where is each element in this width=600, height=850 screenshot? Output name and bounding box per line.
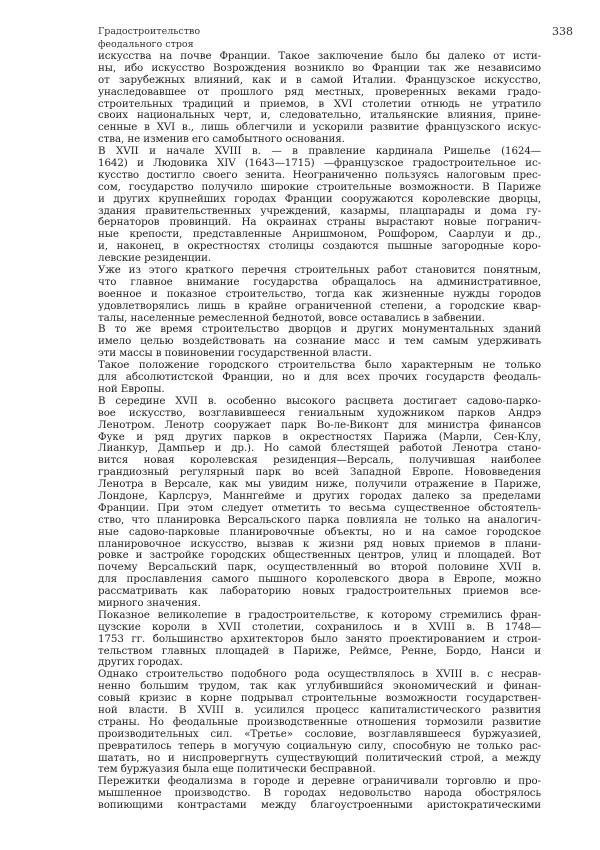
text-line: сом, государство получило широкие строительные возможности. В Париже bbox=[98, 180, 541, 193]
running-title-line: феодального строя bbox=[98, 39, 194, 50]
text-line: что главное внимание государства обращалось на административное, bbox=[98, 275, 541, 288]
text-line: бернаторов провинций. На окраинах страны вырастают новые погранич- bbox=[98, 216, 541, 229]
text-line: рассматривать как лабораторию новых градостроительных приемов все- bbox=[98, 585, 541, 598]
text-line: других городах. bbox=[98, 656, 183, 669]
text-line: 1753 гг. большинство архитекторов было занято проектированием и строи- bbox=[98, 632, 541, 645]
text-line: совый кризис в корне подрывал строительные возможности государствен- bbox=[98, 692, 541, 705]
paragraph bbox=[98, 265, 541, 324]
text-line: Фуке и ряд других парков в окрестностях Парижа (Марли, Сен-Клу, bbox=[98, 430, 541, 443]
text-line: Уже из этого краткого перечня строительных работ становится понятным, bbox=[98, 264, 541, 277]
text-line: грандиозный регулярный парк во всей Западной Европе. Нововведения bbox=[98, 466, 541, 479]
text-line: производительных сил. «Третье» сословие, возглавлявшееся буржуазией, bbox=[98, 727, 541, 740]
text-line: имело целью воздействовать на сознание масс и тем самым удерживать bbox=[98, 335, 541, 348]
text-line: ство, что планировка Версальского парка повлияла не только на аналогич- bbox=[98, 513, 541, 526]
text-line: и других крупнейших городах Франции сооружаются королевские дворцы, bbox=[98, 192, 541, 205]
text-line: шатать, но и ниспровергнуть существующий политический строй, а между bbox=[98, 751, 541, 764]
text-line: левские резиденции. bbox=[98, 252, 212, 265]
text-line: вое искусство, возглавившееся гениальным художником парков Андрэ bbox=[98, 406, 541, 419]
text-line: от зарубежных влияний, как и в самой Италии. Французское искусство, bbox=[98, 73, 541, 86]
text-line: страны. Но феодальные производственные отношения тормозили развитие bbox=[98, 715, 541, 728]
paragraph bbox=[98, 51, 541, 146]
text-line: Франции. При этом следует отметить то весьма существенное обстоятель- bbox=[98, 501, 541, 514]
running-title-line: Градостроительство bbox=[98, 26, 201, 37]
text-line: тем буржуазия была еще политически бесправной. bbox=[98, 763, 376, 776]
text-line: цузские короли в XVII столетии, сохранилось и в XVIII в. В 1748— bbox=[98, 620, 541, 633]
running-title bbox=[98, 25, 200, 51]
text-line: сенные в XVI в., лишь облегчили и ускорили развитие французского искус- bbox=[98, 121, 541, 134]
text-line: мышленное производство. В городах недовольство народа обострялось bbox=[98, 787, 541, 800]
text-line: удовлетворялись лишь в крайне ограниченной степени, а городские квар- bbox=[98, 299, 541, 312]
text-line: ные садово-парковые планировочные объекты, но и на самое городское bbox=[98, 525, 541, 538]
text-line: для абсолютистской Франции, но и для всех прочих государств феодаль- bbox=[98, 371, 541, 384]
text-line: мирного значения. bbox=[98, 596, 201, 609]
text-line: превратилось теперь в могучую социальную силу, способную не только рас- bbox=[98, 739, 541, 752]
text-line: Лондоне, Карлсруэ, Маннгейме и других городах далеко за пределами bbox=[98, 489, 541, 502]
paragraph bbox=[98, 669, 541, 776]
text-line: ства, не изменив его самобытного основания. bbox=[98, 133, 345, 146]
text-line: талы, населенные ремесленной беднотой, вовсе оставались в забвении. bbox=[98, 311, 485, 324]
text-line: кусство достигло своего зенита. Неограниченно пользуясь налоговым прес- bbox=[98, 168, 541, 181]
text-line: планировочное искусство, вызвав к жизни ряд новых приемов в плани- bbox=[98, 537, 541, 550]
text-line: ной власти. В XVIII в. усилился процесс капиталистического развития bbox=[98, 703, 541, 716]
paragraph bbox=[98, 324, 541, 360]
paragraph bbox=[98, 396, 541, 610]
text-line: Ленотра в Версале, как мы увидим ниже, получили отражение в Париже, bbox=[98, 478, 541, 491]
paragraph bbox=[98, 610, 541, 669]
paragraph bbox=[98, 146, 541, 265]
text-line: строительных традиций и приемов, в XVI столетии отнюдь не утратило bbox=[98, 97, 541, 110]
text-line: 1642) и Людовика XIV (1643—1715) —французское градостроительное ис- bbox=[98, 157, 541, 170]
text-line: своих национальных черт, и, следовательно, итальянские влияния, прине- bbox=[98, 109, 541, 122]
text-line: почему Версальский парк, осуществленный во второй половине XVII в. bbox=[98, 561, 541, 574]
text-line: В XVII и начале XVIII в. — в правление кардинала Ришелье (1624— bbox=[98, 145, 541, 158]
text-line: Ленотром. Ленотр сооружает парк Во-ле-Виконт для министра финансов bbox=[98, 418, 541, 431]
paragraph bbox=[98, 360, 541, 396]
text-line: ненно большим трудом, так как углубившийся экономический и финан- bbox=[98, 680, 541, 693]
text-line: ные крепости, представленные Анришмоном, Рошфором, Саарлуи и др., bbox=[98, 228, 541, 241]
text-line: ной Европы. bbox=[98, 382, 165, 395]
text-line: Однако строительство подобного рода осуществлялось в XVIII в. с несрав- bbox=[98, 668, 541, 681]
page-number: 338 bbox=[552, 25, 573, 38]
text-line: Лианкур, Дампьер и др.). Но самой блестящей работой Ленотра стано- bbox=[98, 442, 541, 455]
text-line: здания правительственных учреждений, казармы, плацпарады и дома гу- bbox=[98, 204, 541, 217]
text-line: Пережитки феодализма в городе и деревне ограничивали торговлю и про- bbox=[98, 775, 541, 788]
text-line: В середине XVII в. особенно высокого расцвета достигает садово-парко- bbox=[98, 394, 541, 407]
text-line: ровке и застройке городских общественных центров, улиц и площадей. Вот bbox=[98, 549, 541, 562]
text-line: унаследовавшее от прошлого ряд местных, проверенных веками градо- bbox=[98, 85, 541, 98]
text-line: искусства на почве Франции. Такое заключение было бы далеко от исти- bbox=[98, 50, 541, 62]
text-line: Такое положение городского строительства было характерным не только bbox=[98, 359, 541, 372]
text-line: для прославления самого пышного королевского двора в Европе, можно bbox=[98, 573, 541, 586]
text-line: эти массы в повиновении государственной власти. bbox=[98, 347, 372, 360]
text-line: и, наконец, в окрестностях столицы создаются пышные загородные коро- bbox=[98, 240, 541, 253]
text-line: Показное великолепие в градостроительстве, к которому стремились фран- bbox=[98, 608, 541, 621]
text-line: вопиющими контрастами между благоустроенными аристократическими bbox=[98, 799, 541, 812]
body-text bbox=[98, 51, 541, 812]
text-line: тельством главных площадей в Париже, Реймсе, Ренне, Бордо, Нанси и bbox=[98, 644, 541, 657]
paragraph bbox=[98, 776, 541, 812]
text-line: В то же время строительство дворцов и других монументальных зданий bbox=[98, 323, 541, 336]
text-line: вится новая королевская резиденция—Версаль, получившая наиболее bbox=[98, 454, 541, 467]
text-line: ны, ибо искусство Возрождения возникло во Франции так же независимо bbox=[98, 61, 541, 74]
text-line: военное и показное строительство, тогда как жизненные нужды городов bbox=[98, 287, 541, 300]
